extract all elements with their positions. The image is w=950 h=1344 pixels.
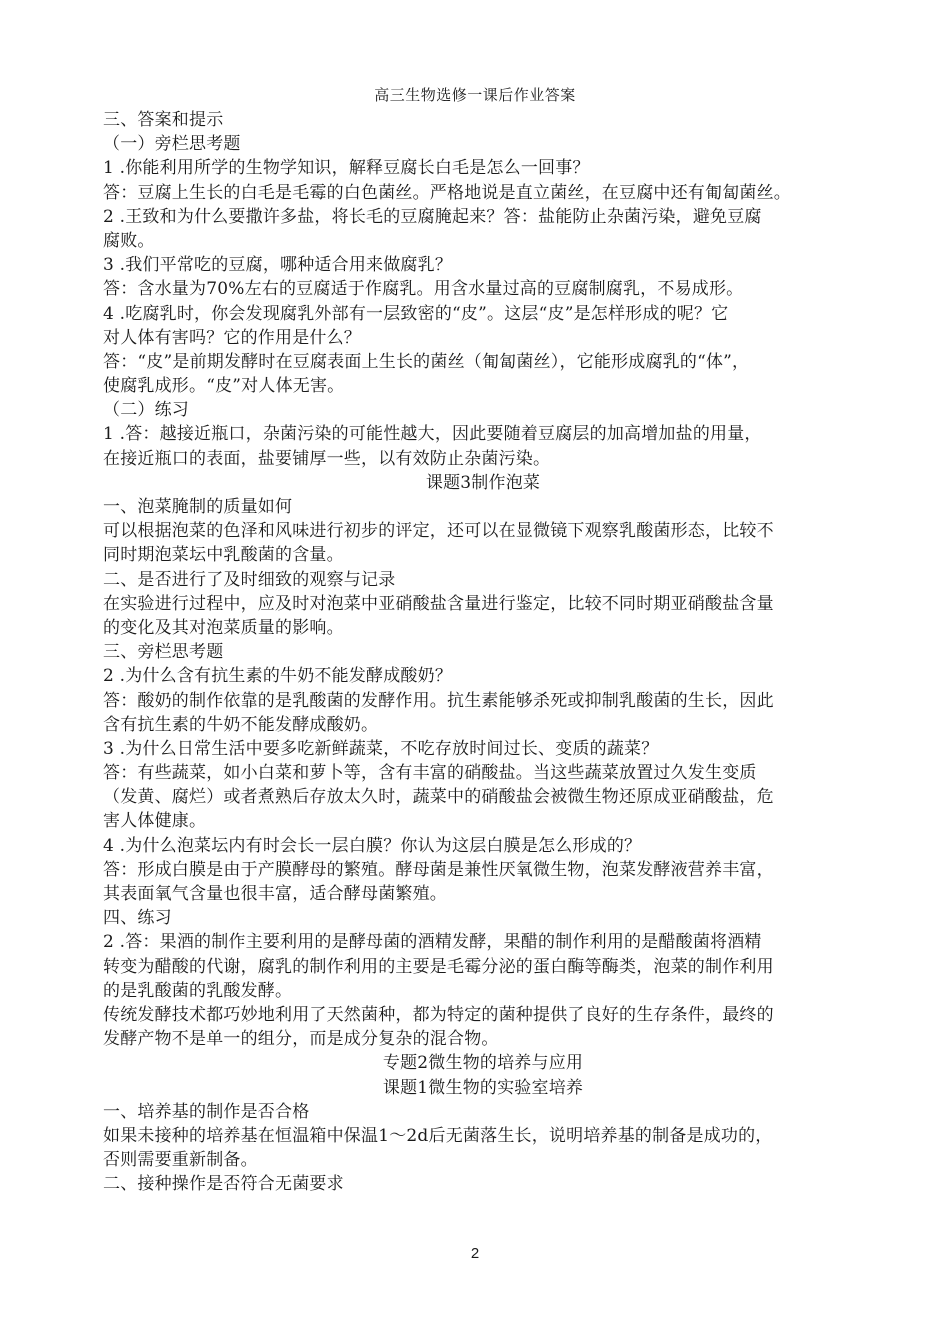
text-line: 转变为醋酸的代谢，腐乳的制作利用的主要是毛霉分泌的蛋白酶等酶类，泡菜的制作利用 xyxy=(103,956,774,977)
text-line: 同时期泡菜坛中乳酸菌的含量。 xyxy=(103,545,344,566)
text-line: （发黄、腐烂）或者煮熟后存放太久时，蔬菜中的硝酸盐会被微生物还原成亚硝酸盐，危 xyxy=(103,787,774,808)
text-line: 答：豆腐上生长的白毛是毛霉的白色菌丝。严格地说是直立菌丝，在豆腐中还有匍匐菌丝。 xyxy=(103,182,791,203)
text-line: 如果未接种的培养基在恒温箱中保温1～2d后无菌落生长，说明培养基的制备是成功的， xyxy=(103,1125,773,1146)
text-line: 答：有些蔬菜，如小白菜和萝卜等，含有丰富的硝酸盐。当这些蔬菜放置过久发生变质 xyxy=(103,763,757,784)
text-line: 可以根据泡菜的色泽和风味进行初步的评定，还可以在显微镜下观察乳酸菌形态，比较不 xyxy=(103,521,774,542)
text-line: （一）旁栏思考题 xyxy=(103,134,241,155)
text-line: 1 .答：越接近瓶口，杂菌污染的可能性越大，因此要随着豆腐层的加高增加盐的用量， xyxy=(103,424,762,445)
document-body xyxy=(103,108,863,1196)
text-line: 否则需要重新制备。 xyxy=(103,1150,258,1171)
text-line: 对人体有害吗？它的作用是什么？ xyxy=(103,327,361,348)
text-line: 二、接种操作是否符合无菌要求 xyxy=(103,1174,344,1195)
text-line: 答：形成白膜是由于产膜酵母的繁殖。酵母菌是兼性厌氧微生物，泡菜发酵液营养丰富， xyxy=(103,859,774,880)
text-line: 三、旁栏思考题 xyxy=(103,642,224,663)
page-number: 2 xyxy=(470,1245,480,1262)
text-line: 四、练习 xyxy=(103,908,172,929)
text-line: 3 .为什么日常生活中要多吃新鲜蔬菜，不吃存放时间过长、变质的蔬菜？ xyxy=(103,738,659,759)
text-line: 发酵产物不是单一的组分，而是成分复杂的混合物。 xyxy=(103,1029,499,1050)
section-title: 专题2微生物的培养与应用 xyxy=(382,1053,584,1074)
text-line: 腐败。 xyxy=(103,230,155,251)
text-line: 害人体健康。 xyxy=(103,811,207,832)
text-line: 一、培养基的制作是否合格 xyxy=(103,1101,310,1122)
text-line: 答：含水量为70%左右的豆腐适于作腐乳。用含水量过高的豆腐制腐乳，不易成形。 xyxy=(103,279,744,300)
text-line: 1 .你能利用所学的生物学知识，解释豆腐长白毛是怎么一回事？ xyxy=(103,158,590,179)
text-line: 的变化及其对泡菜质量的影响。 xyxy=(103,617,344,638)
text-line: 三、答案和提示 xyxy=(103,110,224,130)
text-line: 使腐乳成形。“皮”对人体无害。 xyxy=(103,376,345,397)
text-line: 含有抗生素的牛奶不能发酵成酸奶。 xyxy=(103,714,379,735)
text-line: 二、是否进行了及时细致的观察与记录 xyxy=(103,569,396,590)
text-line: 答：酸奶的制作依靠的是乳酸菌的发酵作用。抗生素能够杀死或抑制乳酸菌的生长，因此 xyxy=(103,690,774,711)
text-line: 2 .王致和为什么要撒许多盐，将长毛的豆腐腌起来？答：盐能防止杂菌污染，避免豆腐 xyxy=(103,206,762,227)
text-line: 4 .为什么泡菜坛内有时会长一层白膜？你认为这层白膜是怎么形成的？ xyxy=(103,835,642,856)
text-line: 传统发酵技术都巧妙地利用了天然菌种，都为特定的菌种提供了良好的生存条件，最终的 xyxy=(103,1004,774,1025)
text-line: 一、泡菜腌制的质量如何 xyxy=(103,497,293,517)
section-title: 课题3制作泡菜 xyxy=(425,472,541,493)
text-line: 4 .吃腐乳时，你会发现腐乳外部有一层致密的“皮”。这层“皮”是怎样形成的呢？它 xyxy=(103,303,729,324)
text-line: 答：“皮”是前期发酵时在豆腐表面上生长的菌丝（匍匐菌丝），它能形成腐乳的“体”， xyxy=(103,351,750,372)
text-line: 在接近瓶口的表面，盐要铺厚一些，以有效防止杂菌污染。 xyxy=(103,448,551,469)
section-title: 课题1微生物的实验室培养 xyxy=(382,1077,584,1098)
text-line: （二）练习 xyxy=(103,400,189,421)
text-line: 2 .答：果酒的制作主要利用的是酵母菌的酒精发酵，果醋的制作利用的是醋酸菌将酒精 xyxy=(103,932,762,953)
text-line: 3 .我们平常吃的豆腐，哪种适合用来做腐乳？ xyxy=(103,255,453,276)
text-line: 的是乳酸菌的乳酸发酵。 xyxy=(103,980,293,1001)
page-header: 高三生物选修一课后作业答案 xyxy=(374,86,576,104)
text-line: 2 .为什么含有抗生素的牛奶不能发酵成酸奶？ xyxy=(103,666,453,687)
text-line: 其表面氧气含量也很丰富，适合酵母菌繁殖。 xyxy=(103,884,447,904)
text-line: 在实验进行过程中，应及时对泡菜中亚硝酸盐含量进行鉴定，比较不同时期亚硝酸盐含量 xyxy=(103,593,774,614)
